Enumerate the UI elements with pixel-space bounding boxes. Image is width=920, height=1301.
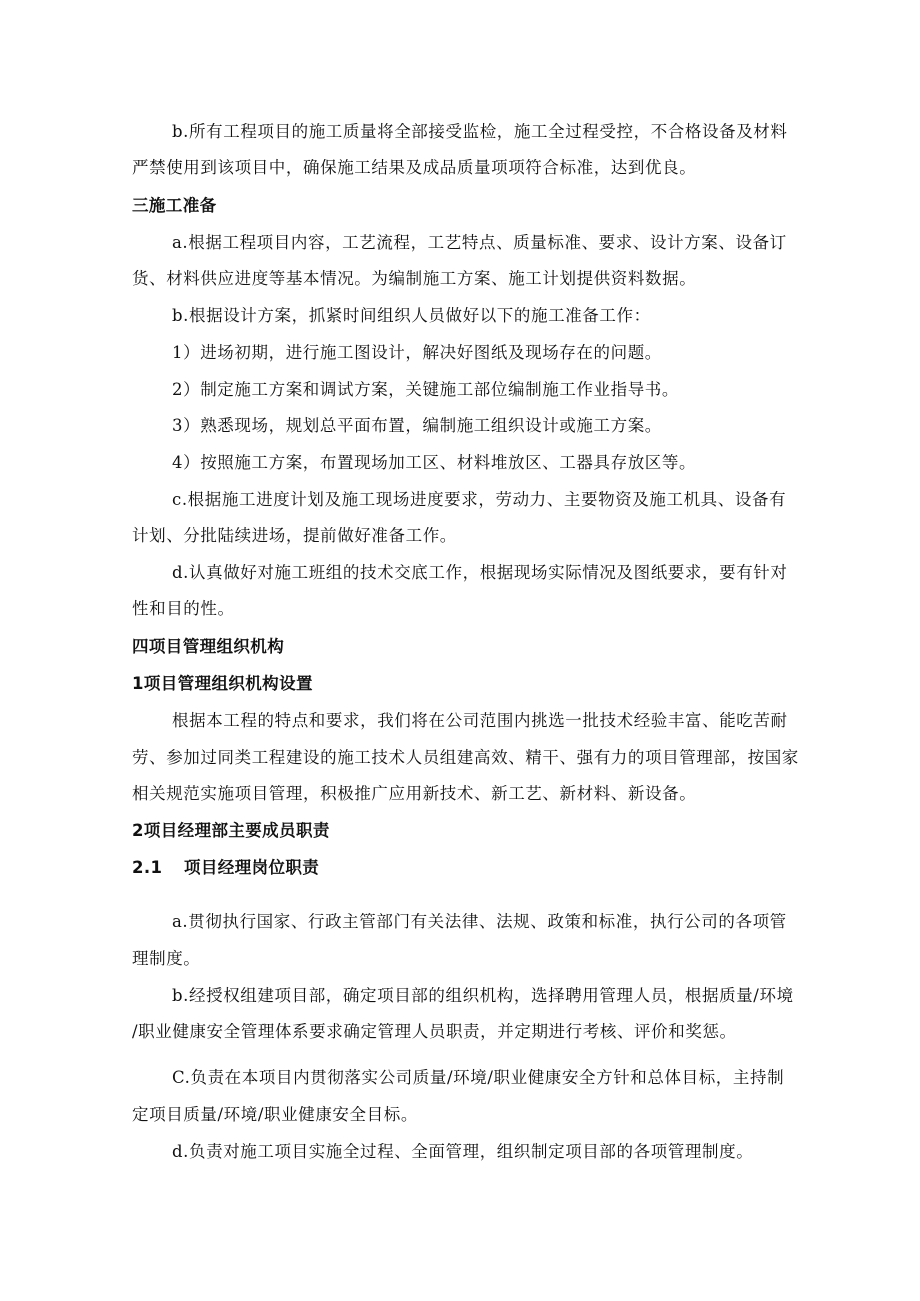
subsection-heading-1: 1项目管理组织机构设置 xyxy=(132,674,313,693)
paragraph-org-line3: 相关规范实施项目管理，积极推广应用新技术、新工艺、新材料、新设备。 xyxy=(132,784,697,803)
list-item-4: 4）按照施工方案，布置现场加工区、材料堆放区、工器具存放区等。 xyxy=(172,453,697,472)
paragraph-b-quality-line1: b.所有工程项目的施工质量将全部接受监检，施工全过程受控，不合格设备及材料 xyxy=(172,122,788,141)
heading-title: 项目经理岗位职责 xyxy=(184,858,320,877)
paragraph-b-quality-line2: 严禁使用到该项目中，确保施工结果及成品质量项项符合标准，达到优良。 xyxy=(132,158,697,177)
paragraph-a-prep-line2: 货、材料供应进度等基本情况。为编制施工方案、施工计划提供资料数据。 xyxy=(132,269,697,288)
paragraph-c-pm-line2: 定项目质量/环境/职业健康安全目标。 xyxy=(132,1105,418,1124)
paragraph-d-prep-line1: d.认真做好对施工班组的技术交底工作，根据现场实际情况及图纸要求，要有针对 xyxy=(172,563,788,582)
paragraph-d-prep-line2: 性和目的性。 xyxy=(132,599,235,618)
section-heading-organization: 四项目管理组织机构 xyxy=(132,637,285,656)
paragraph-a-pm-line1: a.贯彻执行国家、行政主管部门有关法律、法规、政策和标准，执行公司的各项管 xyxy=(172,912,787,931)
paragraph-b-prep: b.根据设计方案，抓紧时间组织人员做好以下的施工准备工作： xyxy=(172,306,651,325)
list-item-2: 2）制定施工方案和调试方案，关键施工部位编制施工作业指导书。 xyxy=(172,380,679,399)
paragraph-org-line1: 根据本工程的特点和要求，我们将在公司范围内挑选一批技术经验丰富、能吃苦耐 xyxy=(172,711,788,730)
paragraph-a-pm-line2: 理制度。 xyxy=(132,949,201,968)
paragraph-c-prep-line1: c.根据施工进度计划及施工现场进度要求，劳动力、主要物资及施工机具、设备有 xyxy=(172,490,787,509)
list-item-3: 3）熟悉现场，规划总平面布置，编制施工组织设计或施工方案。 xyxy=(172,416,662,435)
paragraph-d-pm: d.负责对施工项目实施全过程、全面管理，组织制定项目部的各项管理制度。 xyxy=(172,1142,754,1161)
list-item-1: 1）进场初期，进行施工图设计，解决好图纸及现场存在的问题。 xyxy=(172,343,662,362)
paragraph-c-pm-line1: C.负责在本项目内贯彻落实公司质量/环境/职业健康安全方针和总体目标，主持制 xyxy=(172,1068,785,1087)
section-heading-preparation: 三施工准备 xyxy=(132,196,217,215)
paragraph-c-prep-line2: 计划、分批陆续进场，提前做好准备工作。 xyxy=(132,526,457,545)
heading-number: 2.1 xyxy=(132,858,163,877)
paragraph-b-pm-line1: b.经授权组建项目部，确定项目部的组织机构，选择聘用管理人员，根据质量/环境 xyxy=(172,986,794,1005)
paragraph-b-pm-line2: /职业健康安全管理体系要求确定管理人员职责，并定期进行考核、评价和奖惩。 xyxy=(132,1022,737,1041)
paragraph-a-prep-line1: a.根据工程项目内容，工艺流程，工艺特点、质量标准、要求、设计方案、设备订 xyxy=(172,233,787,252)
paragraph-org-line2: 劳、参加过同类工程建设的施工技术人员组建高效、精干、强有力的项目管理部，按国家 xyxy=(132,748,799,767)
subsection-heading-2: 2项目经理部主要成员职责 xyxy=(132,821,330,840)
subsection-heading-2-1 xyxy=(132,858,319,878)
